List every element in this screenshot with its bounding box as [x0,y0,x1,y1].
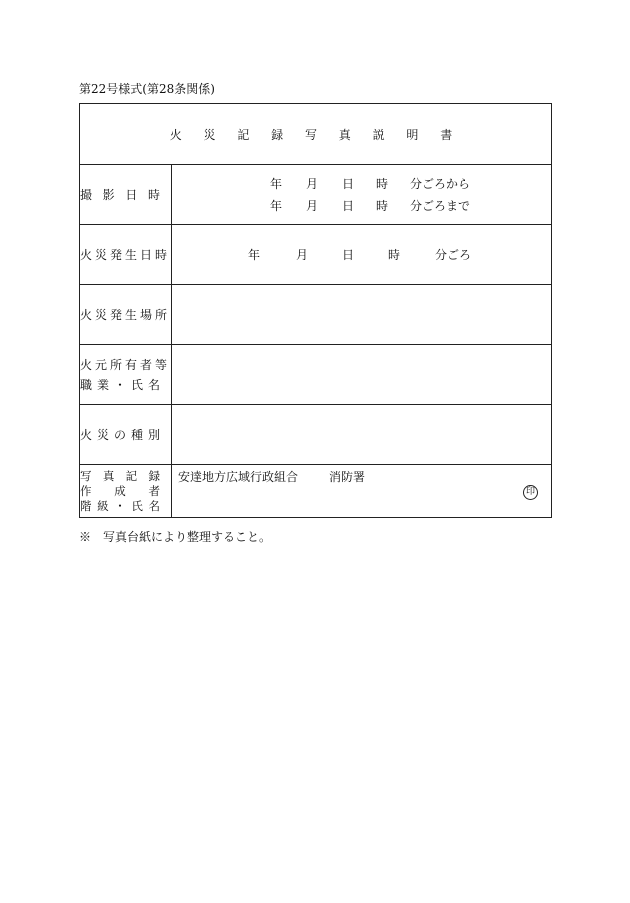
hour-unit: 時 [376,199,389,213]
label-char: 作 [80,483,92,498]
minute-from-unit: 分ごろから [410,177,471,191]
day-unit: 日 [342,248,355,262]
month-unit: 月 [296,248,309,262]
label-char: 階 [80,498,92,513]
photo-datetime-end [172,195,551,217]
footnote: ※ 写真台紙により整理すること。 [79,530,272,544]
label-fire-type [80,405,172,465]
day-unit: 日 [342,199,355,213]
label-fire-location: 火災発生場所 [80,285,172,345]
month-unit: 月 [306,177,319,191]
row-fire-type [80,405,552,465]
label-char: 日 [125,188,138,202]
label-char: 写 [80,468,92,483]
label-char: 者 [148,483,160,498]
row-fire-datetime [80,225,552,285]
year-unit: 年 [270,199,283,213]
label-char: 別 [147,428,160,442]
form-title-cell [80,104,552,165]
photo-description-form [79,103,552,518]
fire-datetime-line [172,244,551,266]
field-fire-datetime[interactable] [172,225,552,285]
label-char: 氏 [130,377,143,392]
label-recorder-line3 [80,499,160,514]
seal-mark: 印 [523,485,538,500]
month-unit: 月 [306,199,319,213]
label-fire-datetime: 火災発生日時 [80,225,172,285]
organization-name: 安達地方広域行政組合 [178,470,299,484]
row-photo-datetime [80,165,552,225]
label-recorder-line2 [80,484,160,499]
row-recorder [80,465,552,518]
label-char: 名 [148,498,160,513]
label-char: 職 [80,377,93,392]
year-unit: 年 [270,177,283,191]
photo-datetime-start [172,173,551,195]
field-recorder[interactable] [172,465,552,518]
hour-unit: 時 [376,177,389,191]
label-char: 影 [102,188,115,202]
field-fire-type[interactable] [172,405,552,465]
fire-station-name: 消防署 [329,470,366,484]
label-char: 真 [102,468,115,483]
field-photo-datetime[interactable] [172,165,552,225]
year-unit: 年 [248,248,261,262]
label-owner-line1: 火元所有者等 [80,357,171,372]
label-char: 成 [114,483,126,498]
label-char: の [113,428,126,442]
label-owner [80,345,172,405]
label-recorder-line1 [80,469,160,484]
form-title: 火 災 記 録 写 真 説 明 書 [169,127,462,142]
label-char: 火 [80,428,93,442]
field-owner[interactable] [172,345,552,405]
label-char: 種 [130,428,143,442]
hour-unit: 時 [388,248,401,262]
label-char: 録 [148,468,160,483]
label-char: 氏 [131,498,143,513]
label-char: 撮 [80,188,93,202]
minute-to-unit: 分ごろまで [410,199,471,213]
day-unit: 日 [342,177,355,191]
label-char: 業 [96,377,109,392]
label-char: 名 [147,377,160,392]
label-photo-datetime [80,165,172,225]
label-owner-line2 [80,375,160,395]
field-fire-location[interactable] [172,285,552,345]
label-char: ・ [113,377,126,392]
row-fire-location [80,285,552,345]
minute-unit: 分ごろ [435,248,472,262]
label-char: 時 [147,188,160,202]
label-char: 記 [125,468,138,483]
form-number: 第22号様式(第28条関係) [79,82,215,96]
label-char: ・ [114,498,126,513]
row-owner [80,345,552,405]
label-char: 災 [96,428,109,442]
label-recorder [80,465,172,518]
label-char: 級 [97,498,109,513]
